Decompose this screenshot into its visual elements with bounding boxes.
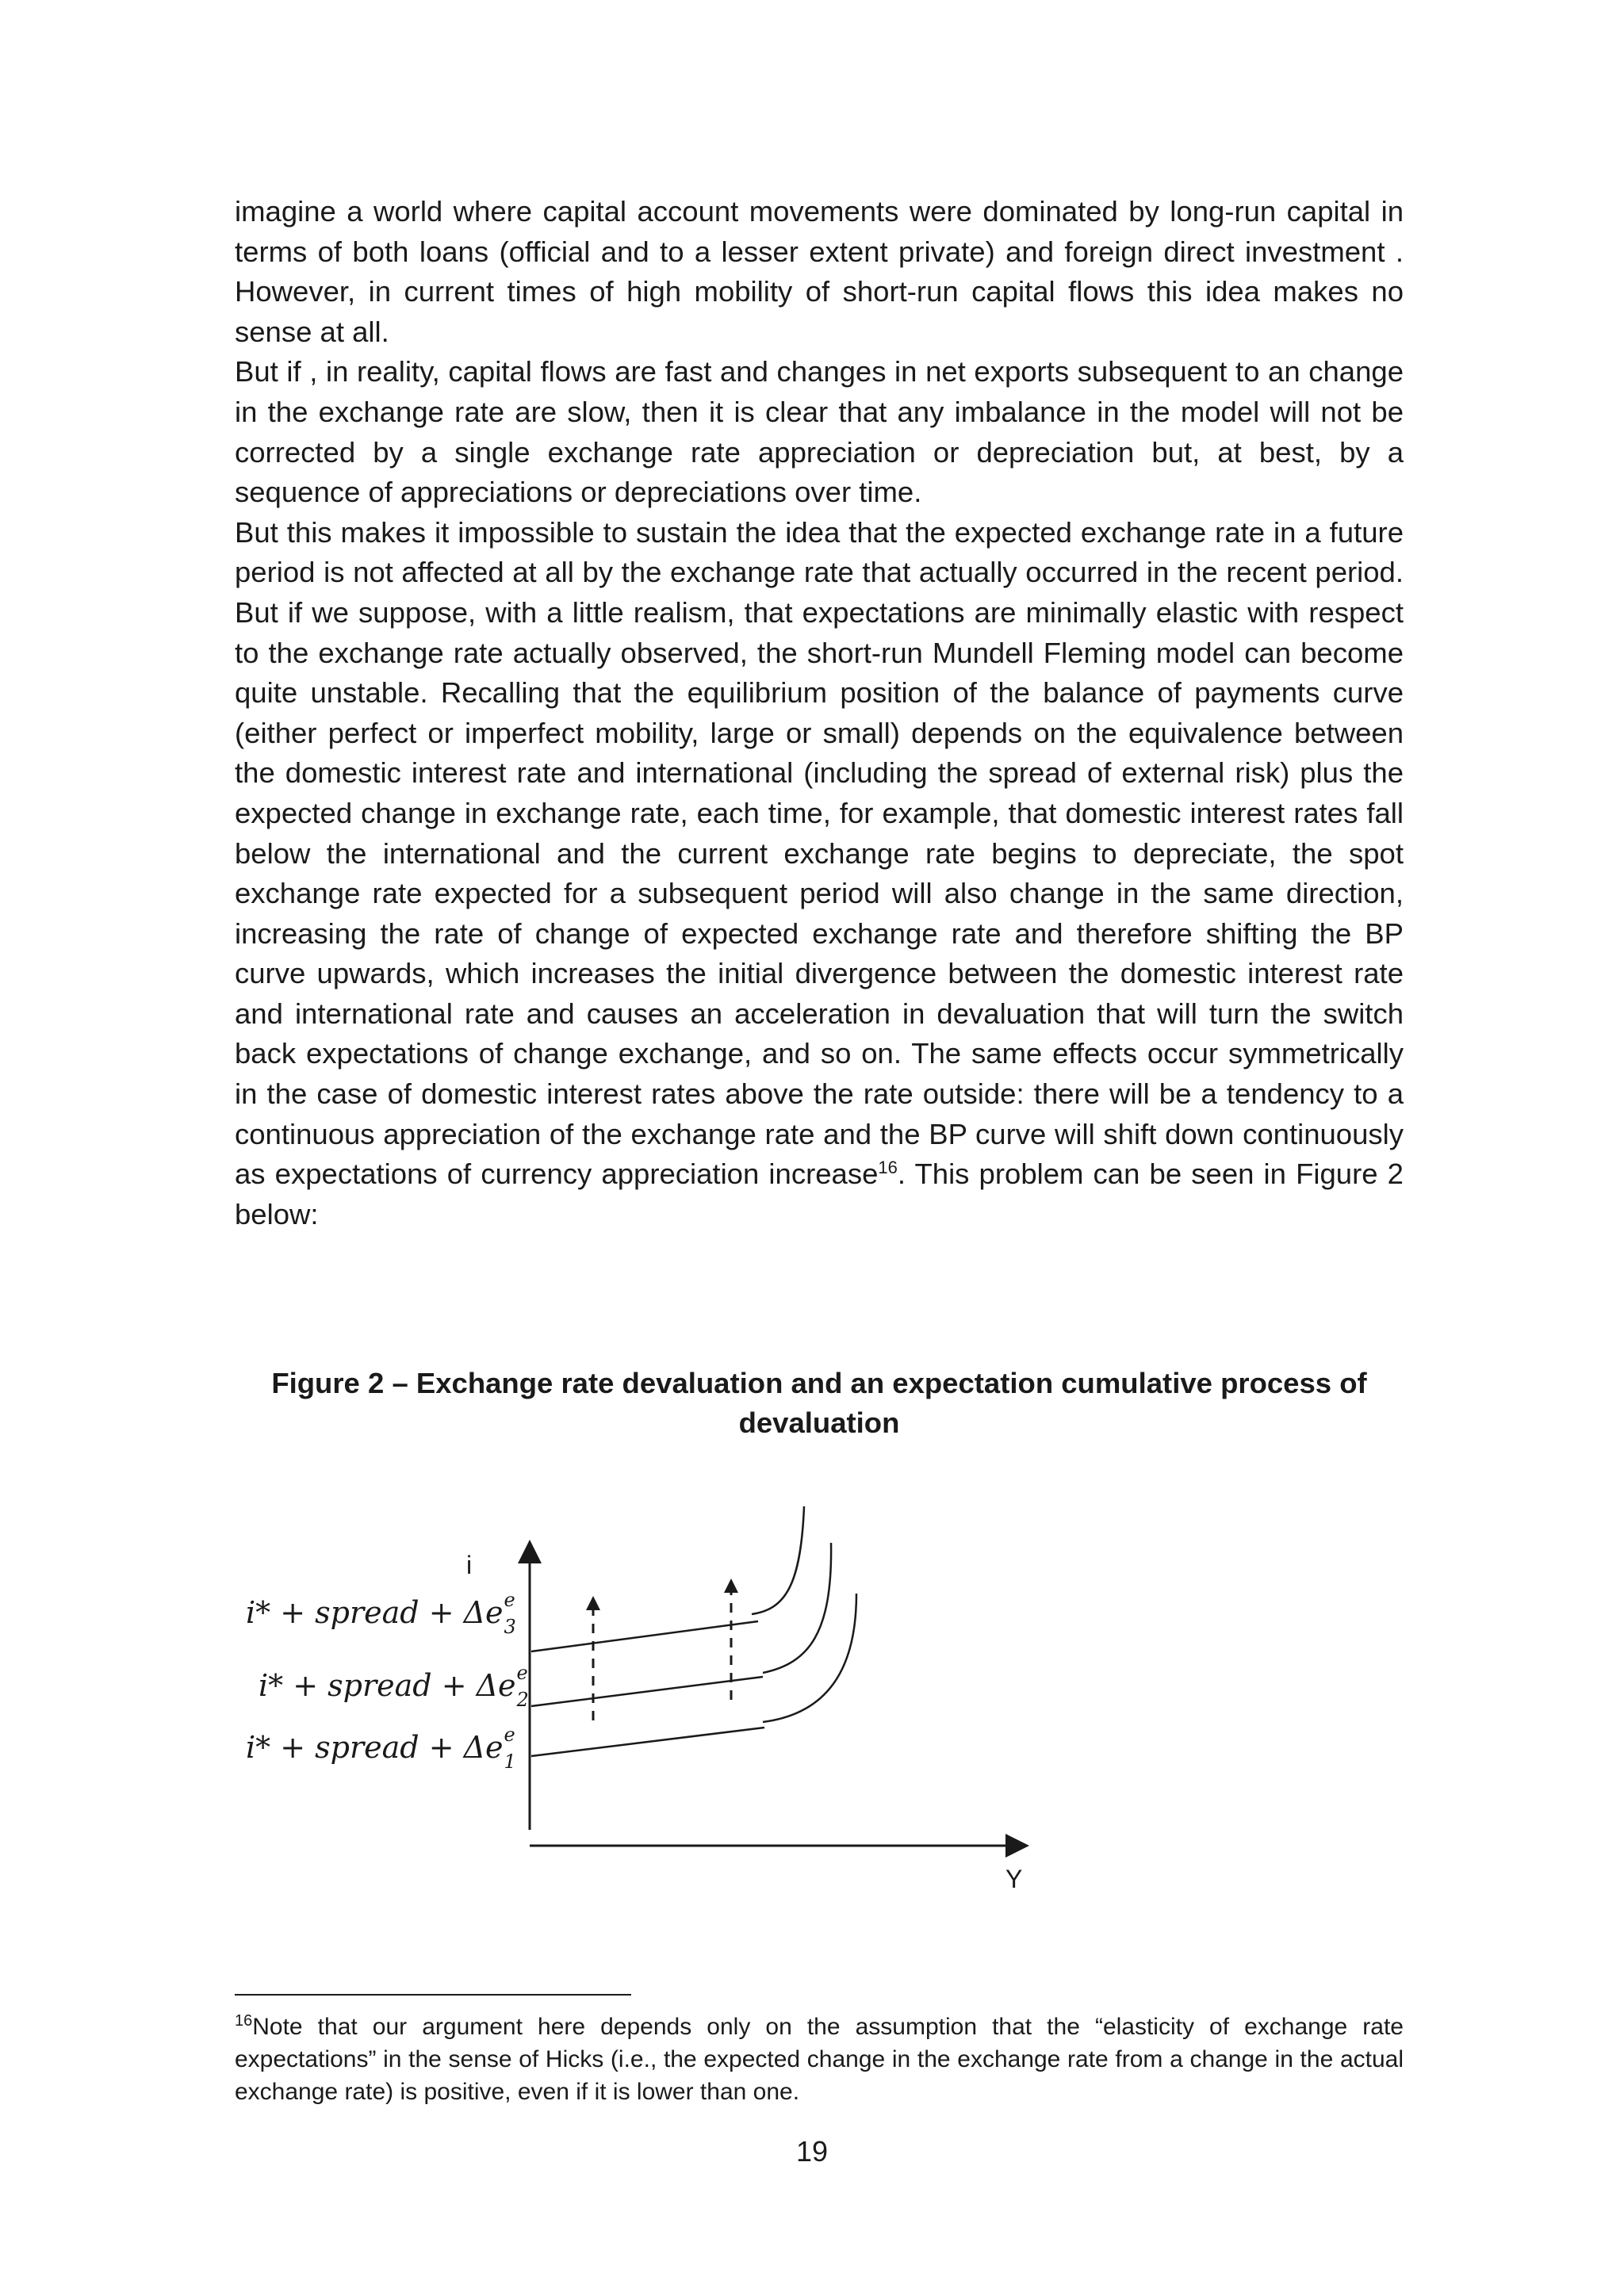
footnote-text: Note that our argument here depends only on the assumption that the “elasticity of exchange rate expectations” in the sense of Hicks (i.e., the expected change in the exchange rate from a change in the actual exchange rate) is positive, even if it is lower than one.	[235, 2014, 1404, 2105]
level-label-3	[246, 1589, 516, 1638]
eq-2-sub: 2	[516, 1689, 529, 1711]
bp-line-2	[531, 1677, 763, 1706]
body-text	[235, 192, 1404, 1234]
eq-1-prefix: i* + spread + Δe	[246, 1730, 504, 1765]
eq-1-sup: e	[504, 1724, 515, 1746]
eq-3-prefix: i* + spread + Δe	[246, 1595, 504, 1630]
x-axis-label: Y	[1005, 1865, 1023, 1893]
figure-2	[0, 1475, 1624, 1919]
bp-line-3	[531, 1621, 758, 1651]
paragraph-3-tail: . This problem can be seen in Figure 2 below:	[235, 1158, 1404, 1230]
paragraph-3-text: But this makes it impossible to sustain the idea that the expected exchange rate in a future period is not affected at all by the exchange rate that actually occurred in the recent period. But if we suppose, with a little realism, that expectations are minimally elastic with respect to the exchange rate actually observed, the short-run Mundell Fleming model can become quite unstable. Recalling that the equilibrium position of the balance of payments curve (either perfect or imperfect mobility, large or small) depends on the equivalence between the domestic interest rate and international (including the spread of external risk) plus the expected change in exchange rate, each time, for example, that domestic interest rates fall below the international and the current exchange rate begins to depreciate, the spot exchange rate expected for a subsequent period will also change in the same direction, increasing the rate of change of expected exchange rate and therefore shifting the BP curve upwards, which increases the initial divergence between the domestic interest rate and international rate and causes an acceleration in devaluation that will turn the switch back expectations of change exchange, and so on. The same effects occur symmetrically in the case of domestic interest rates above the rate outside: there will be a tendency to a continuous appreciation of the exchange rate and the BP curve will shift down continuously as expectations of currency appreciation increase	[235, 515, 1404, 1191]
eq-3-sub: 3	[504, 1616, 516, 1638]
y-axis-label: i	[466, 1551, 473, 1579]
footnote-divider	[235, 1994, 631, 1996]
bp-curve-3	[752, 1506, 804, 1614]
footnote-reference[interactable]: 16	[878, 1158, 898, 1178]
level-label-2	[259, 1662, 529, 1711]
bp-curve-1	[763, 1594, 856, 1722]
figure-caption: Figure 2 – Exchange rate devaluation and an expectation cumulative process of devaluation	[271, 1367, 1367, 1439]
level-label-1	[246, 1724, 516, 1773]
paragraph-2: But if , in reality, capital flows are fast and changes in net exports subsequent to an change in the exchange rate are slow, then it is clear that any imbalance in the model will not be corrected by a single exchange rate appreciation or depreciation but, at best, by a sequence of appreciations or depreciations over time.	[235, 355, 1404, 509]
page-number: 19	[795, 2135, 829, 2168]
figure-diagram	[0, 1475, 1624, 1919]
eq-2-prefix: i* + spread + Δe	[259, 1668, 516, 1703]
eq-3-sup: e	[504, 1589, 515, 1611]
eq-1-sub: 1	[504, 1751, 516, 1773]
paragraph-1: imagine a world where capital account movements were dominated by long-run capital in terms of both loans (official and to a lesser extent private) and foreign direct investment . However, in current times of high mobility of short-run capital flows this idea makes no sense at all.	[235, 195, 1404, 348]
bp-line-1	[531, 1728, 764, 1756]
footnote	[235, 2011, 1404, 2108]
paragraph-3	[235, 513, 1404, 1235]
eq-2-sup: e	[516, 1662, 528, 1684]
footnote-number: 16	[235, 2012, 253, 2030]
